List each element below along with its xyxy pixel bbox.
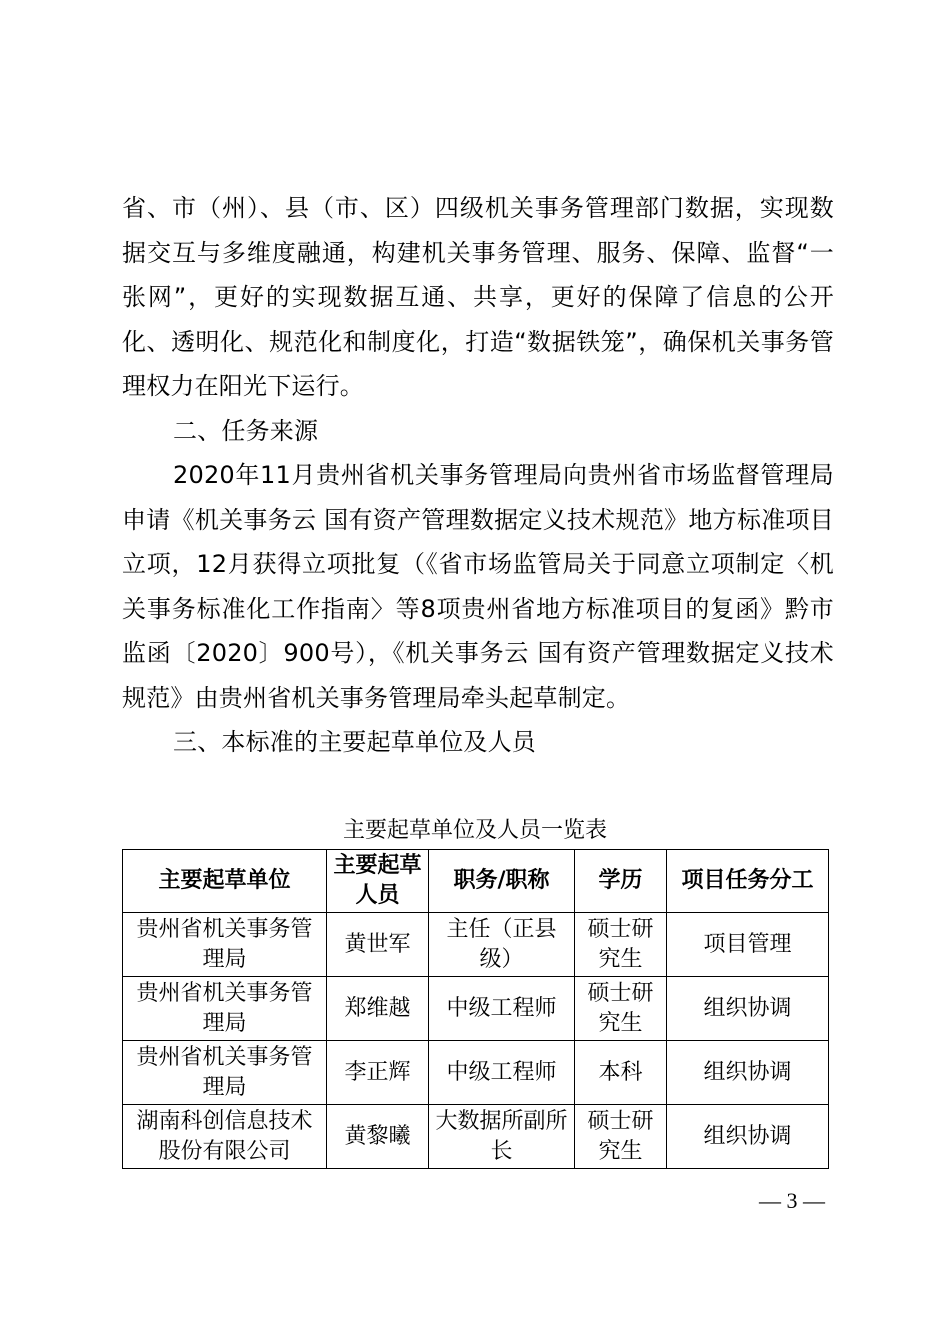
table-row <box>123 1105 829 1169</box>
cell-position: 大数据所副所长 <box>429 1105 575 1169</box>
header-position: 职务/职称 <box>429 850 575 913</box>
cell-education: 本科 <box>575 1041 667 1105</box>
cell-drafter: 黄世军 <box>327 913 429 977</box>
cell-drafter: 李正辉 <box>327 1041 429 1105</box>
body-text <box>122 186 834 765</box>
table-caption: 主要起草单位及人员一览表 <box>342 818 607 843</box>
cell-education: 硕士研究生 <box>575 977 667 1041</box>
cell-unit: 贵州省机关事务管理局 <box>123 977 327 1041</box>
cell-unit: 湖南科创信息技术股份有限公司 <box>123 1105 327 1169</box>
cell-task: 组织协调 <box>667 1105 829 1169</box>
paragraph-data-integration: 省、市（州）、县（市、区）四级机关事务管理部门数据，实现数据交互与多维度融通，构建机关事务管理、服务、保障、监督“一张网”，更好的实现数据互通、共享，更好的保障了信息的公开化、透明化、规范化和制度化，打造“数据铁笼”，确保机关事务管理权力在阳光下运行。 <box>122 194 834 400</box>
cell-position: 中级工程师 <box>429 1041 575 1105</box>
cell-unit: 贵州省机关事务管理局 <box>123 913 327 977</box>
drafters-table <box>122 849 829 1169</box>
header-education: 学历 <box>575 850 667 913</box>
cell-position: 主任（正县级） <box>429 913 575 977</box>
header-task: 项目任务分工 <box>667 850 829 913</box>
table-header-row <box>123 850 829 913</box>
table-row <box>123 1041 829 1105</box>
cell-task: 组织协调 <box>667 977 829 1041</box>
header-drafter: 主要起草人员 <box>327 850 429 913</box>
paragraph-task-source: 2020年11月贵州省机关事务管理局向贵州省市场监督管理局申请《机关事务云 国有资产管理数据定义技术规范》地方标准项目立项，12月获得立项批复（《省市场监管局关于同意立项制定〈机关事务标准化工作指南〉等8项贵州省地方标准项目的复函》黔市监函〔2020〕900号），《机关事务云 国有资产管理数据定义技术规范》由贵州省机关事务管理局牵头起草制定。 <box>122 461 834 712</box>
cell-position: 中级工程师 <box>429 977 575 1041</box>
header-unit: 主要起草单位 <box>123 850 327 913</box>
page-number: — 3 — <box>759 1188 825 1213</box>
cell-drafter: 黄黎曦 <box>327 1105 429 1169</box>
cell-task: 项目管理 <box>667 913 829 977</box>
table-row <box>123 977 829 1041</box>
cell-task: 组织协调 <box>667 1041 829 1105</box>
cell-education: 硕士研究生 <box>575 913 667 977</box>
cell-drafter: 郑维越 <box>327 977 429 1041</box>
heading-drafting-units: 三、本标准的主要起草单位及人员 <box>173 728 536 756</box>
cell-education: 硕士研究生 <box>575 1105 667 1169</box>
heading-task-source: 二、任务来源 <box>173 416 319 445</box>
table-row <box>123 913 829 977</box>
cell-unit: 贵州省机关事务管理局 <box>123 1041 327 1105</box>
